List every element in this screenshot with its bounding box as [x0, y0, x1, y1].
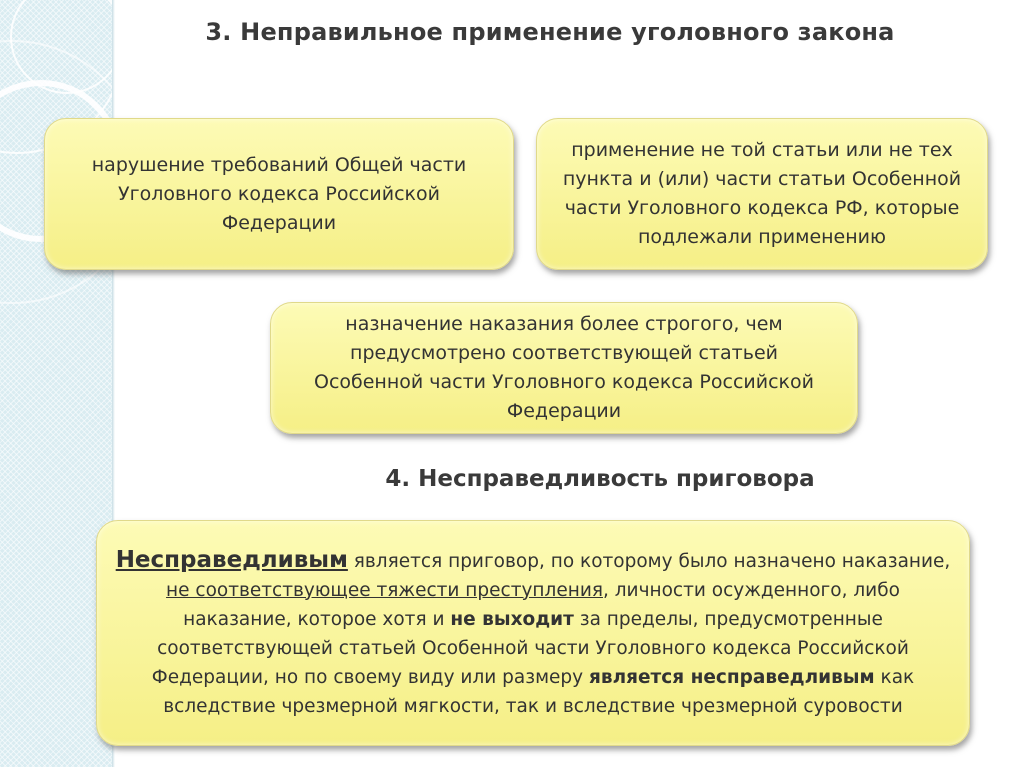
wrong-article-text: применение не той статьи или не тех пункта и (или) части статьи Особенной части Уголовного кодекса РФ, которые подлежали применению: [562, 139, 962, 248]
definition-box: [96, 520, 970, 746]
definition-text-3: за пределы, предусмотренные соответствующей статьей Особенной части Уголовного кодекса Российской Федерации, но по своему виду или размеру: [151, 608, 909, 688]
definition-text-1: является приговор, по которому было назначено наказание,: [347, 550, 951, 572]
definition-paragraph: [115, 546, 951, 721]
definition-underlined-phrase: не соответствующее тяжести преступления: [166, 579, 603, 601]
general-part-text: нарушение требований Общей части Уголовного кодекса Российской Федерации: [91, 153, 467, 234]
harsher-punishment-text: назначение наказания более строгого, чем предусмотрено соответствующей статьей Особенной части Уголовного кодекса Российской Федерации: [313, 313, 814, 422]
harsher-punishment-box: [270, 302, 858, 434]
general-part-box: [44, 118, 514, 270]
definition-bold-phrase-2: является несправедливым: [589, 666, 875, 688]
wrong-article-box: [536, 118, 988, 270]
section-subtitle: 4. Несправедливость приговора: [385, 466, 815, 492]
definition-text-4: как вследствие чрезмерной мягкости, так и вследствие чрезмерной суровости: [163, 666, 915, 717]
definition-bold-phrase-1: не выходит: [450, 608, 574, 630]
definition-term: Несправедливым: [115, 546, 348, 573]
slide-title: 3. Неправильное применение уголовного закона: [205, 18, 895, 46]
definition-text-2: , личности осужденного, либо наказание, которое хотя и: [183, 579, 900, 630]
